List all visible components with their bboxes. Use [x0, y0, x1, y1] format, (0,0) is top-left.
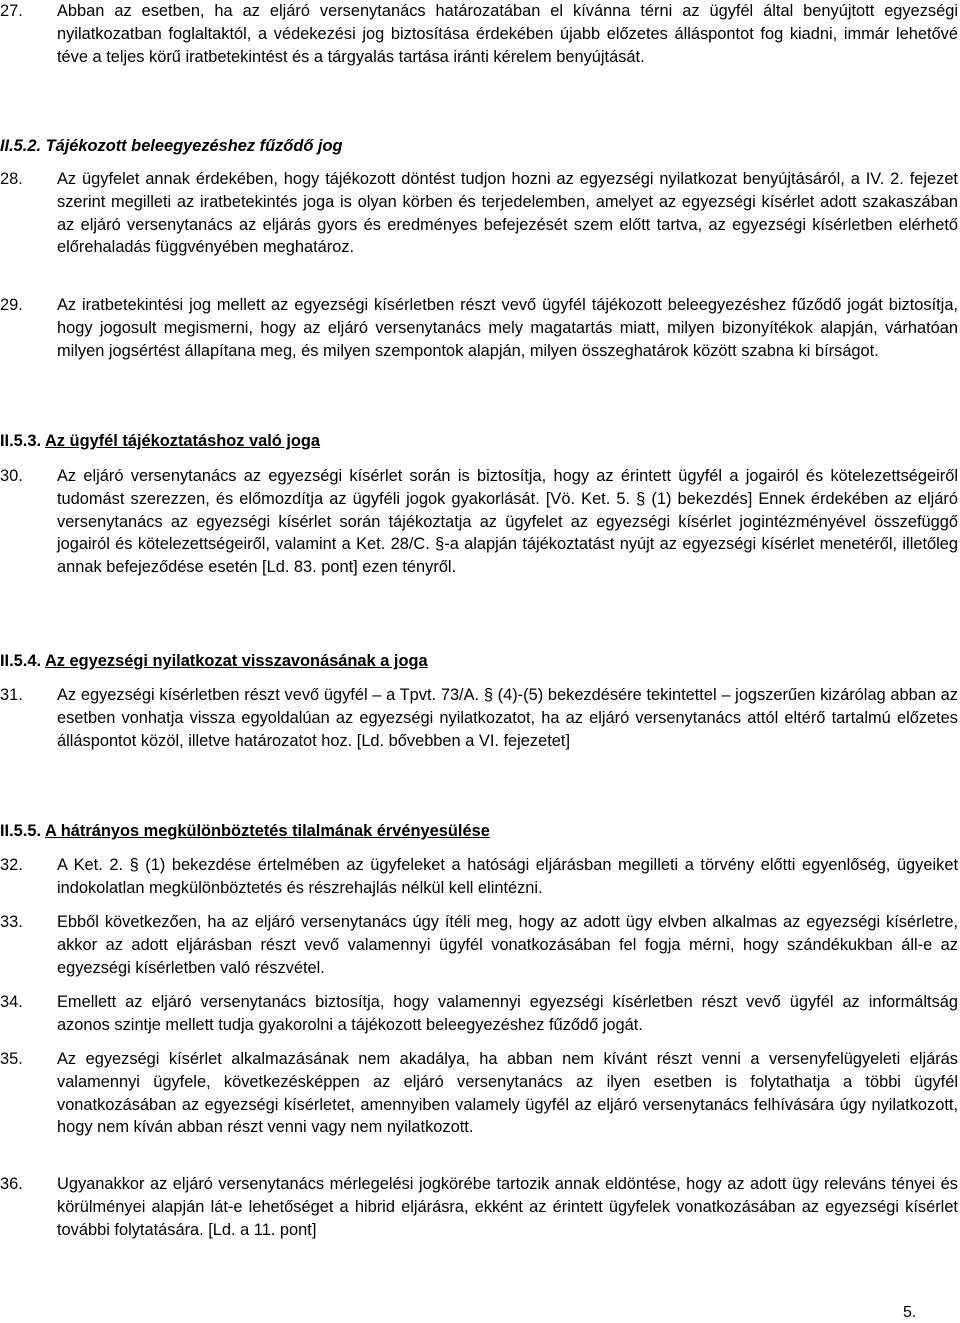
section-heading-ii-5-4 — [0, 650, 428, 672]
paragraph-34 — [0, 991, 958, 1037]
paragraph-number: 31. — [0, 686, 23, 704]
paragraph-27 — [0, 0, 958, 68]
paragraph-text: Ugyanakkor az eljáró versenytanács mérlegelési jogkörébe tartozik annak eldöntése, hogy az adott ügy releváns tényei és körülményei alapján lát-e lehetőséget a hibrid eljárásra, ekként az érintett ügyfelek vonatkozásában az egyezségi kísérlet további folytatására. [Ld. a 11. pont] — [57, 1175, 958, 1239]
section-heading-ii-5-2 — [0, 135, 342, 157]
paragraph-number: 36. — [0, 1175, 23, 1193]
paragraph-number: 30. — [0, 467, 23, 485]
paragraph-text: Az eljáró versenytanács az egyezségi kísérlet során is biztosítja, hogy az érintett ügyfél a jogairól és kötelezettségeiről tudomást szerezzen, és előmozdítja az ügyféli jogok gyakorlását. [Vö. Ket. 5. § (1) bekezdés] Ennek érdekében az eljáró versenytanács az egyezségi kísérlet során tájékoztatja az ügyfelet az egyezségi kísérlet jogintézményével összefüggő jogairól és kötelezettségeiről, valamint a Ket. 28/C. §-a alapján tájékoztatást nyújt az egyezségi kísérlet menetéről, illetőleg annak befejeződése esetén [Ld. 83. pont] ezen tényről. — [57, 467, 958, 577]
paragraph-number: 34. — [0, 993, 23, 1011]
paragraph-number: 27. — [0, 2, 23, 20]
paragraph-33 — [0, 911, 958, 979]
heading-title: A hátrányos megkülönböztetés tilalmának érvényesülése — [44, 822, 490, 840]
heading-title: Az ügyfél tájékoztatáshoz való joga — [44, 432, 321, 450]
section-heading-ii-5-3 — [0, 430, 320, 452]
paragraph-text: Az egyezségi kísérlet alkalmazásának nem akadálya, ha abban nem kívánt részt venni a versenyfelügyeleti eljárás valamennyi ügyfele, következésképpen az eljáró versenytanács az ilyen esetben is folytathatja a többi ügyfél vonatkozásában az egyezségi kísérletet, amennyiben valamely ügyfél az eljáró versenytanács felhívására úgy nyilatkozott, hogy nem kíván abban részt venni vagy nem nyilatkozott. — [57, 1050, 958, 1137]
heading-title: Tájékozott beleegyezéshez fűződő jog — [45, 137, 343, 155]
paragraph-text: Az ügyfelet annak érdekében, hogy tájékozott döntést tudjon hozni az egyezségi nyilatkozat benyújtásáról, a IV. 2. fejezet szerint megilleti az iratbetekintés joga is olyan körben és terjedelemben, amelyet az egyezségi kísérlet adott szakaszában az eljáró versenytanács az eljárás gyors és eredményes befejezését szem előtt tartva, az egyezségi kísérletben elérhető előrehaladás függvényében meghatároz. — [57, 170, 958, 257]
paragraph-text: Emellett az eljáró versenytanács biztosítja, hogy valamennyi egyezségi kísérletben részt vevő ügyfél az informáltság azonos szintje mellett tudja gyakorolni a tájékozott beleegyezéshez fűződő jogát. — [57, 993, 958, 1034]
paragraph-31 — [0, 684, 958, 752]
paragraph-text: Ebből következően, ha az eljáró versenytanács úgy ítéli meg, hogy az adott ügy elvben alkalmas az egyezségi kísérletre, akkor az adott eljárásban részt vevő valamennyi ügyfél vonatkozásában fel fogja mérni, hogy szándékukban áll-e az egyezségi kísérletben való részvétel. — [57, 913, 958, 977]
heading-number: II.5.4. — [0, 652, 42, 670]
paragraph-29 — [0, 294, 958, 362]
paragraph-number: 32. — [0, 856, 23, 874]
paragraph-text: A Ket. 2. § (1) bekezdése értelmében az ügyfeleket a hatósági eljárásban megilleti a törvény előtti egyenlőség, ügyeiket indokolatlan megkülönböztetés és részrehajlás nélkül kell elintézni. — [57, 856, 958, 897]
page-number: 5. — [903, 1304, 917, 1321]
paragraph-text: Az iratbetekintési jog mellett az egyezségi kísérletben részt vevő ügyfél tájékozott beleegyezéshez fűződő jogát biztosítja, hogy jogosult megismerni, hogy az eljáró versenytanács mely magatartás miatt, milyen bizonyítékok alapján, várhatóan milyen jogsértést állapítana meg, és milyen szempontok alapján, milyen összeghatárok között szabna ki bírságot. — [57, 296, 958, 360]
paragraph-text: Abban az esetben, ha az eljáró versenytanács határozatában el kívánna térni az ügyfél által benyújtott egyezségi nyilatkozatban foglaltaktól, a védekezési jog biztosítása érdekében újabb előzetes álláspontot fog kiadni, immár lehetővé téve a teljes körű iratbetekintést és a tárgyalás tartása iránti kérelem benyújtását. — [57, 2, 958, 66]
heading-title: Az egyezségi nyilatkozat visszavonásának a joga — [44, 652, 428, 670]
paragraph-32 — [0, 854, 958, 900]
paragraph-number: 29. — [0, 296, 23, 314]
heading-number: II.5.2. — [0, 137, 42, 155]
paragraph-36 — [0, 1173, 958, 1241]
paragraph-number: 28. — [0, 170, 23, 188]
section-heading-ii-5-5 — [0, 820, 490, 842]
heading-number: II.5.5. — [0, 822, 42, 840]
paragraph-number: 33. — [0, 913, 23, 931]
paragraph-number: 35. — [0, 1050, 23, 1068]
paragraph-28 — [0, 168, 958, 259]
paragraph-30 — [0, 465, 958, 579]
heading-number: II.5.3. — [0, 432, 42, 450]
paragraph-text: Az egyezségi kísérletben részt vevő ügyfél – a Tpvt. 73/A. § (4)-(5) bekezdésére tekintettel – jogszerűen kizárólag abban az esetben vonhatja vissza egyoldalúan az egyezségi nyilatkozatot, ha az eljáró versenytanács attól eltérő tartalmú előzetes álláspontot közöl, illetve határozatot hoz. [Ld. bővebben a VI. fejezetet] — [57, 686, 958, 750]
paragraph-35 — [0, 1048, 958, 1139]
